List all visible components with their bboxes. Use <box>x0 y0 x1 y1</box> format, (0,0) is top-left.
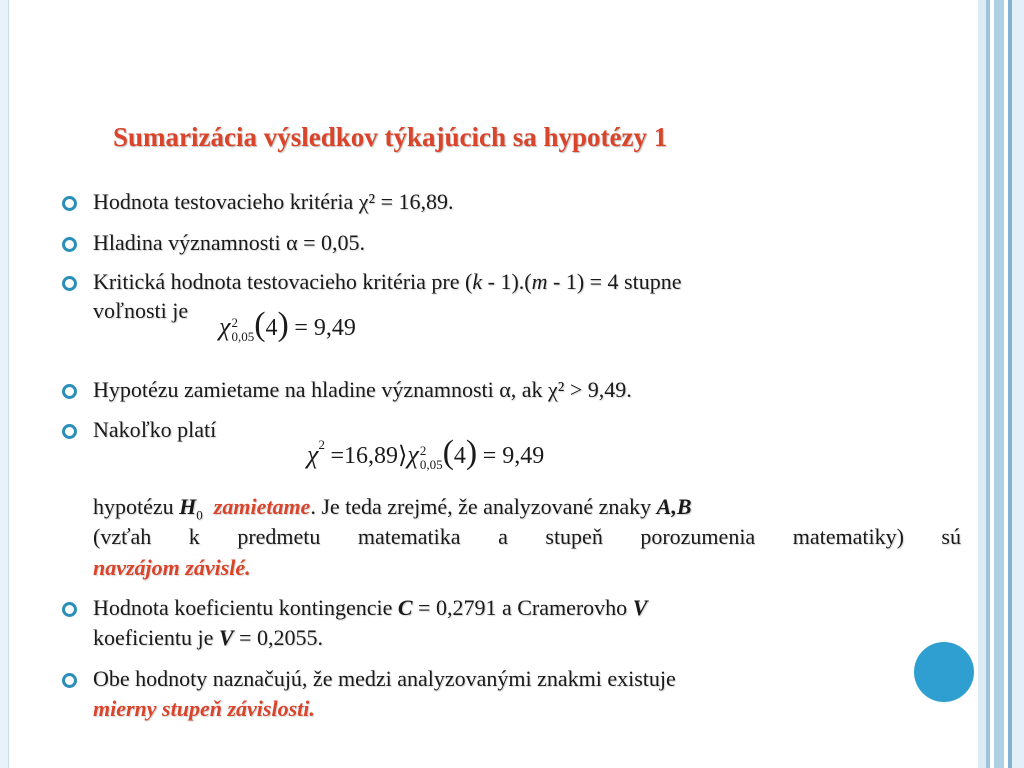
bullet-icon <box>62 384 77 399</box>
bullet-icon <box>62 276 77 291</box>
equation-critical: χ 2 0,05 (4) = 9,49 <box>219 306 356 344</box>
paragraph-line-1: hypotézu $H_0$ zamietame. Je teda zrejmé, že analyzované znaky A,B <box>93 494 692 523</box>
slide-title: Sumarizácia výsledkov týkajúcich sa hypotézy 1 <box>113 122 668 152</box>
equation-comparison: $\chi^2$ =16,89⟩χ 2 0,05 (4) = 9,49 <box>307 434 545 472</box>
text-part: Kritická hodnota testovacieho kritéria pre ( <box>93 269 473 294</box>
text-part: - 1).( <box>482 269 532 294</box>
bullet-text-chi-value: Hodnota testovacieho kritéria χ² = 16,89. <box>93 189 454 214</box>
bullet-text-alpha: Hladina významnosti α = 0,05. <box>93 230 366 255</box>
text-part: - 1) = 4 stupne <box>547 269 682 294</box>
paragraph-line-2: (vzťah k predmetu matematika a stupeň porozumenia matematiky) sú <box>93 524 961 549</box>
bullet-icon <box>62 424 77 439</box>
bullet-text-coefficients-cont: koeficientu je V = 0,2055. <box>93 625 323 650</box>
bullet-icon <box>62 602 77 617</box>
bullet-text-critical-value <box>93 269 682 295</box>
left-frame-border <box>0 0 9 768</box>
bullet-text-coefficients: Hodnota koeficientu kontingencie C = 0,2791 a Cramerovho V <box>93 595 648 620</box>
bullet-icon <box>62 237 77 252</box>
bullet-text-since: Nakoľko platí <box>93 417 217 442</box>
var-k: k <box>472 269 483 294</box>
bullet-text-reject-rule: Hypotézu zamietame na hladine významnosti α, ak χ² > 9,49. <box>93 377 632 402</box>
var-m: m <box>531 269 548 294</box>
slide-nav-circle-button[interactable] <box>914 642 974 702</box>
paragraph-line-3: navzájom závislé. <box>93 555 251 580</box>
bullet-text-critical-value-cont: voľnosti je <box>93 298 189 323</box>
right-frame-stripes <box>978 0 1024 768</box>
bullet-icon <box>62 673 77 688</box>
bullet-text-conclusion-cont: mierny stupeň závislosti. <box>93 696 315 721</box>
bullet-text-conclusion: Obe hodnoty naznačujú, že medzi analyzovanými znakmi existuje <box>93 666 676 691</box>
bullet-icon <box>62 196 77 211</box>
